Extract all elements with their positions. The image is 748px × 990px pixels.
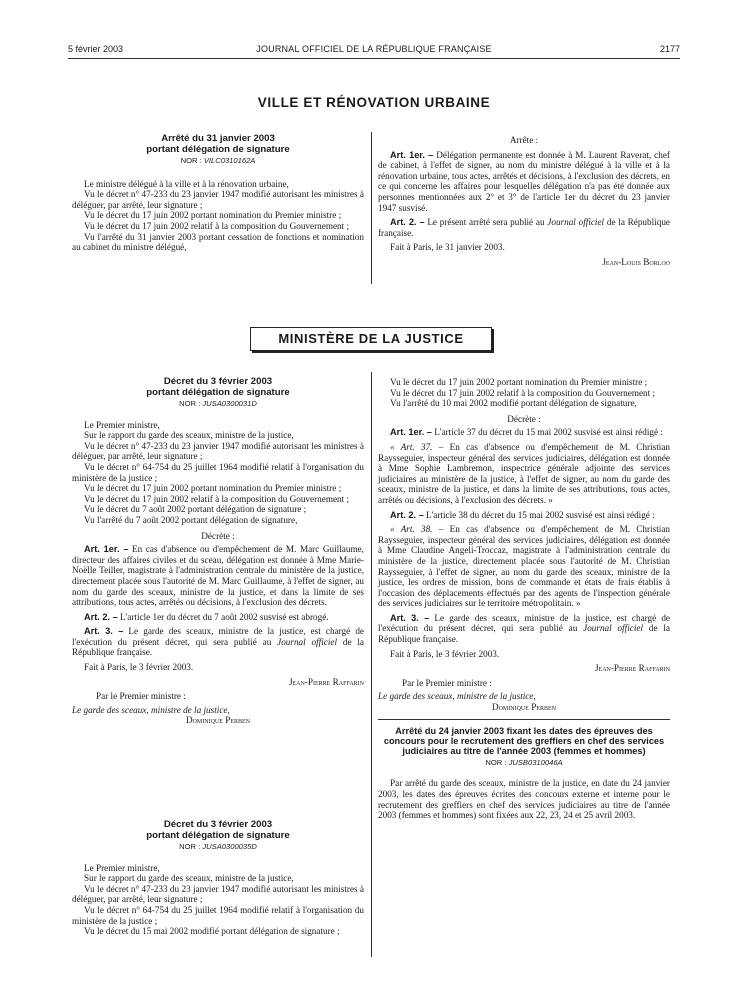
decret-title: Décret du 3 février 2003 portant délégation de signature (146, 819, 290, 841)
visa-line: Vu le décret du 15 mai 2002 modifié portant délégation de signature ; (84, 926, 340, 937)
visa-line: Le Premier ministre, (84, 419, 160, 430)
garde-des-sceaux: Le garde des sceaux, ministre de la justice, (378, 691, 536, 702)
article-38-quote: « Art. 38. – En cas d'absence ou d'empêchement de M. Christian Raysseguier, inspecteur général des services judiciaires, délégation est donnée à Mme Claudine Angeli-Troccaz, magistrate à l'administration centrale du ministère de la justice, directement placée sous l'autorité de M. Christian Raysseguier, à l'effet de signer, au nom du garde des sceaux, ministre de la justice, les ordres de mission, bons de commande et états de frais établis à l'occasion des déplacements effectués par des agents de l'inspection générale des services judiciaires sur le territoire métropolitain. » (378, 524, 670, 609)
visa-line: Le Premier ministre, (84, 862, 160, 873)
signature: Jean-Pierre Raffarin (594, 663, 670, 674)
visa-line: Vu l'arrêté du 7 août 2002 portant délégation de signature, (84, 514, 298, 525)
page-header (68, 44, 680, 59)
visa-line: Vu l'arrêté du 10 mai 2002 modifié portant délégation de signature, (390, 398, 637, 409)
article-1: Art. 1er. – En cas d'absence ou d'empêchement de M. Marc Guillaume, directeur des affaires civiles et du sceau, délégation est donnée à Mme Marie-Noëlle Teiller, magistrate à l'administration centrale du ministère de la justice, directement placée sous l'autorité de M. Marc Guillaume, à l'effet de signer, au nom du garde des sceaux, ministre de la justice, et dans la limite de ses attributions, tous actes, arrêtés ou décisions, à l'exclusion des décrets. (72, 544, 364, 608)
nor-reference: NOR : JUSA0300031D (179, 399, 257, 408)
article-1: Art. 1er. – L'article 37 du décret du 15 mai 2002 susvisé est ainsi rédigé : (390, 427, 663, 438)
signature: Jean-Pierre Raffarin (288, 676, 364, 687)
journal-title: JOURNAL OFFICIEL DE LA RÉPUBLIQUE FRANÇAISE (256, 44, 492, 54)
decrete-heading: Décrète : (507, 413, 541, 424)
signature: Jean-Louis Borloo (602, 256, 670, 267)
visa-line: Sur le rapport du garde des sceaux, ministre de la justice, (84, 873, 294, 884)
article-2: Art. 2. – Le présent arrêté sera publié au Journal officiel de la République française. (378, 217, 670, 238)
par-premier-ministre: Par le Premier ministre : (96, 691, 186, 702)
fait-a-paris: Fait à Paris, le 3 février 2003. (84, 662, 194, 673)
arrete-ville-right (378, 135, 670, 268)
decrete-heading: Décrète : (201, 530, 235, 541)
decret-title: Décret du 3 février 2003 portant délégation de signature (146, 376, 290, 398)
column-divider (371, 132, 372, 284)
garde-des-sceaux: Le garde des sceaux, ministre de la justice, (72, 704, 230, 715)
section-title-justice: MINISTÈRE DE LA JUSTICE (250, 327, 492, 351)
article-2: Art. 2. – L'article 38 du décret du 15 mai 2002 susvisé est ainsi rédigé : (390, 509, 655, 520)
visa-line: Vu le décret n° 47-233 du 23 janvier 1947 modifié autorisant les ministres à déléguer, par arrêté, leur signature ; (72, 883, 364, 905)
arrete-ville-left (72, 133, 364, 253)
visa-line: Vu le décret du 17 juin 2002 portant nomination du Premier ministre ; (84, 483, 342, 494)
section-title-ville: VILLE ET RÉNOVATION URBAINE (257, 95, 491, 110)
article-2: Art. 2. – L'article 1er du décret du 7 août 2002 susvisé est abrogé. (84, 611, 329, 622)
nor-reference: NOR : VILC0310162A (180, 156, 256, 165)
visa-line: Vu le décret du 17 juin 2002 relatif à la composition du Gouvernement ; (84, 493, 350, 504)
separator-rule (378, 719, 670, 720)
decret-2-left (72, 819, 364, 937)
arrete-title: Arrêté du 31 janvier 2003 portant délégation de signature (146, 133, 290, 155)
signature: Dominique Perben (185, 715, 251, 726)
nor-reference: NOR : JUSA0300035D (179, 842, 257, 851)
nor-reference: NOR : JUSB0310046A (485, 757, 563, 767)
article-3: Art. 3. – Le garde des sceaux, ministre de la justice, est chargé de l'exécution du présent décret, qui sera publié au Journal officiel de la République française. (378, 612, 670, 645)
visa-line: Vu le décret du 17 juin 2002 portant nomination du Premier ministre ; (390, 377, 648, 387)
visa-line: Vu le décret du 17 juin 2002 relatif à la composition du Gouvernement ; (390, 387, 656, 398)
article-37-quote: « Art. 37. – En cas d'absence ou d'empêchement de M. Christian Raysseguier, inspecteur général des services judiciaires, délégation est donnée à Mme Sophie Lambremon, inspectrice générale adjointe des services judiciaires au ministère de la justice, à l'effet de signer, au nom du garde des sceaux, ministre de la justice, et dans la limite de ses attributions, tous actes, arrêtés ou décisions, à l'exclusion des décrets. » (378, 441, 670, 505)
decret-1-right (378, 377, 670, 821)
header-date: 5 février 2003 (68, 44, 124, 54)
article-1: Art. 1er. – Délégation permanente est donnée à M. Laurent Raverat, chef de cabinet, à l'effet de signer, au nom du ministre délégué à la ville et à la rénovation urbaine, tous actes, arrêtés et décisions, à l'exclusion des décrets, en ce qui concerne les affaires pour lesquelles délégation n'a pas été donnée aux personnes mentionnées aux 2° et 3° de l'article 1er du décret du 23 janvier 1947 susvisé. (378, 149, 670, 213)
arrete-text: Par arrêté du garde des sceaux, ministre de la justice, en date du 24 janvier 2003, les dates des épreuves écrites des concours externe et interne pour le recrutement des greffiers en chef des services judiciaires au titre de l'année 2003 (femmes et hommes) sont fixées aux 22, 23, 24 et 25 avril 2003. (378, 778, 670, 821)
visa-line: Vu le décret du 17 juin 2002 relatif à la composition du Gouvernement ; (84, 220, 350, 231)
visa-line: Vu le décret n° 47-233 du 23 janvier 1947 modifié autorisant les ministres à déléguer, par arrêté, leur signature ; (72, 189, 364, 210)
visa-line: Vu le décret du 17 juin 2002 portant nomination du Premier ministre ; (84, 210, 342, 221)
visa-line: Le ministre délégué à la ville et à la rénovation urbaine, (84, 178, 289, 189)
decret-1-left (72, 376, 364, 726)
page-number: 2177 (659, 44, 680, 54)
signature: Dominique Perben (491, 702, 557, 713)
column-divider (371, 372, 372, 957)
fait-a-paris: Fait à Paris, le 31 janvier 2003. (390, 242, 505, 253)
arrete-heading: Arrête : (509, 135, 539, 145)
par-premier-ministre: Par le Premier ministre : (402, 677, 492, 688)
visa-line: Vu l'arrêté du 31 janvier 2003 portant cessation de fonctions et nomination au cabinet du ministre délégué, (72, 231, 364, 253)
fait-a-paris: Fait à Paris, le 3 février 2003. (390, 648, 500, 659)
visa-line: Vu le décret n° 64-754 du 25 juillet 1964 modifié relatif à l'organisation du ministère de la justice ; (72, 904, 364, 926)
visa-line: Vu le décret n° 47-233 du 23 janvier 1947 modifié autorisant les ministres à déléguer, par arrêté, leur signature ; (72, 440, 364, 462)
visa-line: Vu le décret n° 64-754 du 25 juillet 1964 modifié relatif à l'organisation du ministère de la justice ; (72, 461, 364, 483)
arrete-title: Arrêté du 24 janvier 2003 fixant les dates des épreuves des concours pour le recrutement des greffiers en chef des services judiciaires au titre de l'année 2003 (femmes et hommes) (383, 725, 665, 757)
visa-line: Vu le décret du 7 août 2002 portant délégation de signature ; (84, 504, 307, 515)
visa-line: Sur le rapport du garde des sceaux, ministre de la justice, (84, 430, 294, 441)
article-3: Art. 3. – Le garde des sceaux, ministre de la justice, est chargé de l'exécution du présent décret, qui sera publié au Journal officiel de la République française. (72, 626, 364, 658)
